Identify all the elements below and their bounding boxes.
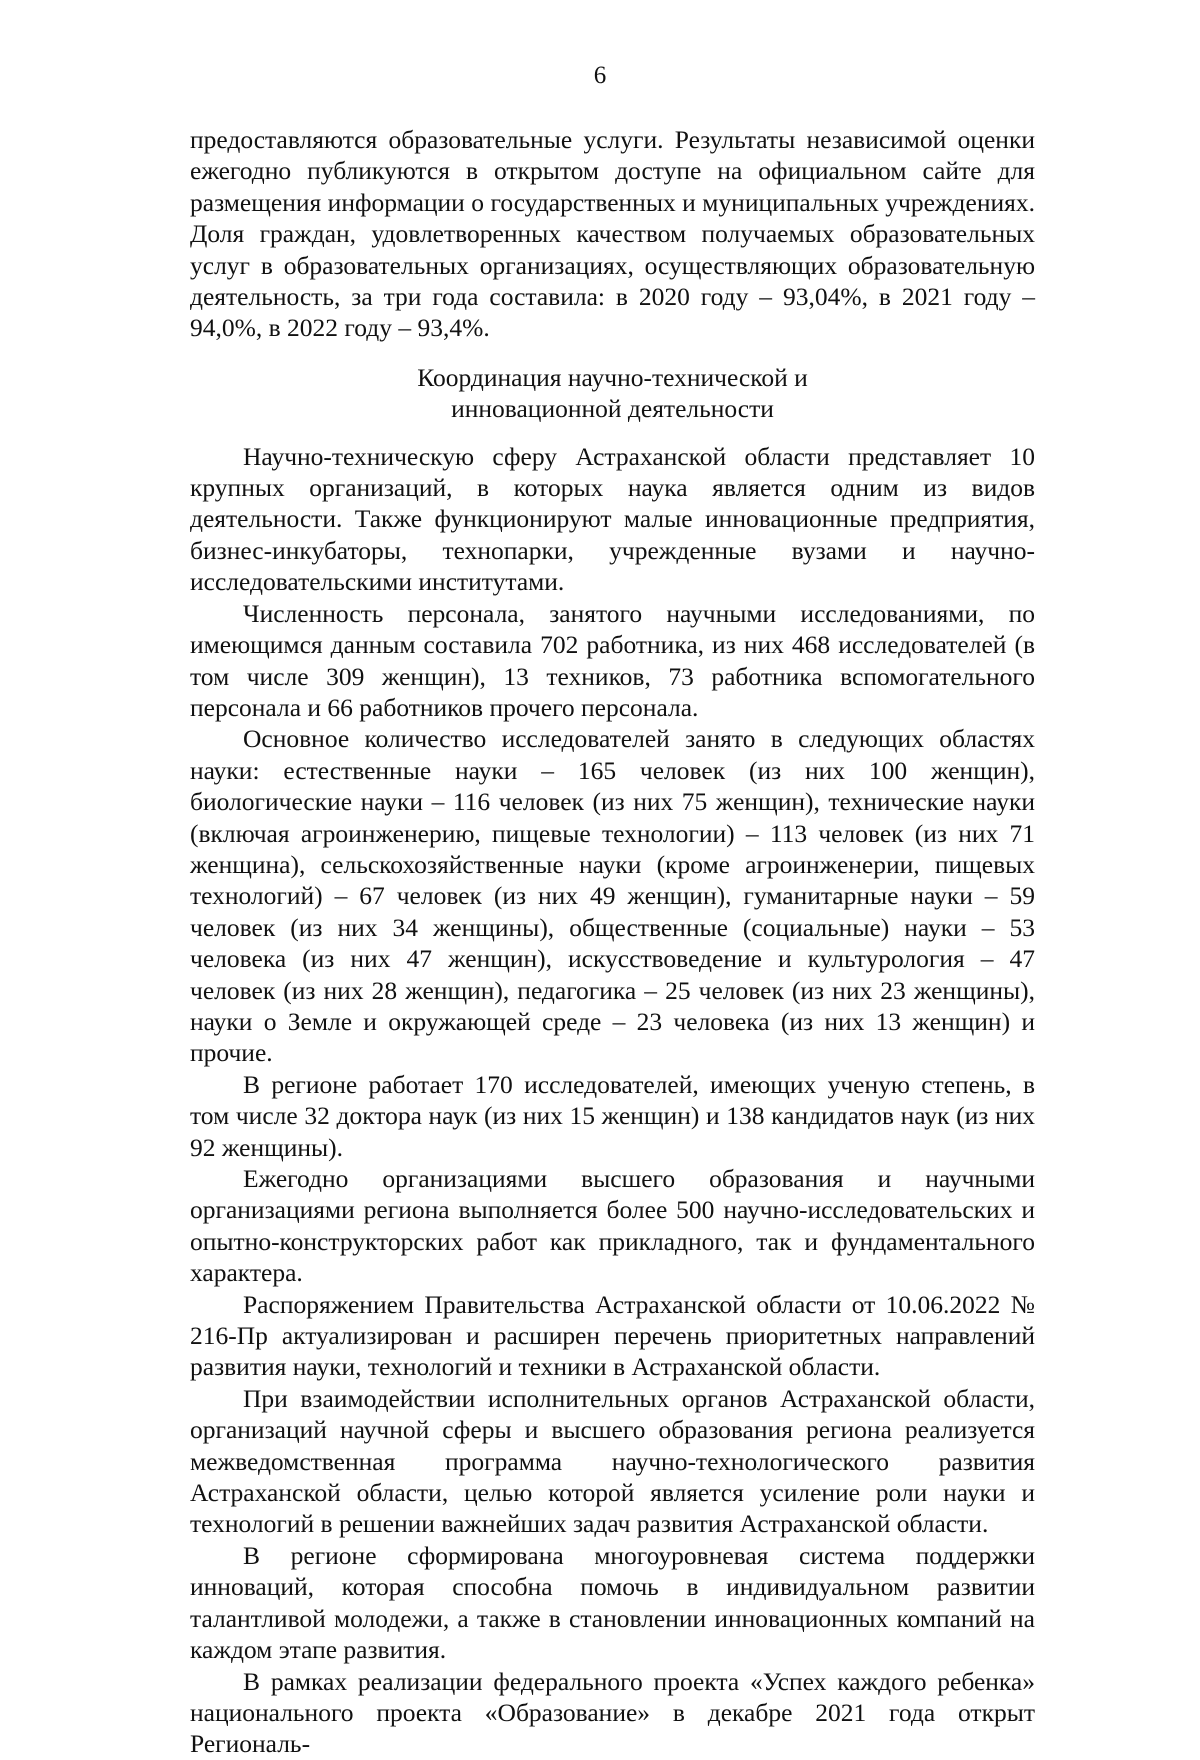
document-body xyxy=(190,124,1035,1760)
paragraph-innovation-support: В регионе сформирована многоуровневая система поддержки инноваций, которая способна помочь в индивидуальном развитии талантливой молодежи, а также в становлении инновационных компаний на каждом этапе развития. xyxy=(190,1540,1035,1665)
section-heading xyxy=(190,362,1035,425)
paragraph-federal-project: В рамках реализации федерального проекта «Успех каждого ребенка» национального проекта «Образование» в декабре 2021 года открыт Региональ- xyxy=(190,1666,1035,1759)
page-number: 6 xyxy=(593,62,607,89)
paragraph-personnel: Численность персонала, занятого научными исследованиями, по имеющимся данным составила 702 работника, из них 468 исследователей (в том числе 309 женщин), 13 техников, 73 работника вспомогательного персонала и 66 работников прочего персонала. xyxy=(190,598,1035,722)
paragraph-organizations: Научно-техническую сферу Астраханской области представляет 10 крупных организаций, в которых наука является одним из видов деятельности. Также функционируют малые инновационные предприятия, бизнес-инкубаторы, технопарки, учрежденные вузами и научно-исследовательскими институтами. xyxy=(190,441,1035,597)
section-heading-line-2: инновационной деятельности xyxy=(451,394,774,424)
paragraph-decree: Распоряжением Правительства Астраханской области от 10.06.2022 № 216-Пр актуализирован и расширен перечень приоритетных направлений развития науки, технологий и техники в Астраханской области. xyxy=(190,1289,1035,1382)
intro-paragraph: предоставляются образовательные услуги. Результаты независимой оценки ежегодно публикуются в открытом доступе на официальном сайте для размещения информации о государственных и муниципальных учреждениях. Доля граждан, удовлетворенных качеством получаемых образовательных услуг в образовательных организациях, осуществляющих образовательную деятельность, за три года составила: в 2020 году – 93,04%, в 2021 году – 94,0%, в 2022 году – 93,4%. xyxy=(190,125,1035,343)
section-heading-line-1: Координация научно-технической и xyxy=(417,362,808,392)
paragraph-program: При взаимодействии исполнительных органов Астраханской области, организаций научной сферы и высшего образования региона реализуется межведомственная программа научно-технологического развития Астраханской области, целью которой является усиление роли науки и технологий в решении важнейших задач развития Астраханской области. xyxy=(190,1383,1035,1539)
paragraph-research-works: Ежегодно организациями высшего образования и научными организациями региона выполняется более 500 научно-исследовательских и опытно-конструкторских работ как прикладного, так и фундаментального характера. xyxy=(190,1164,1035,1288)
paragraph-degrees: В регионе работает 170 исследователей, имеющих ученую степень, в том числе 32 доктора наук (из них 15 женщин) и 138 кандидатов наук (из них 92 женщины). xyxy=(190,1069,1035,1162)
paragraph-science-areas: Основное количество исследователей занято в следующих областях науки: естественные науки – 165 человек (из них 100 женщин), биологические науки – 116 человек (из них 75 женщин), технические науки (включая агроинженерию, пищевые технологии) – 113 человек (из них 71 женщина), сельскохозяйственные науки (кроме агроинженерии, пищевых технологий) – 67 человек (из них 49 женщин), гуманитарные науки – 59 человек (из них 34 женщины), общественные (социальные) науки – 53 человека (из них 47 женщин), искусствоведение и культурология – 47 человек (из них 28 женщин), педагогика – 25 человек (из них 23 женщины), науки о Земле и окружающей среде – 23 человека (из них 13 женщин) и прочие. xyxy=(190,724,1035,1068)
